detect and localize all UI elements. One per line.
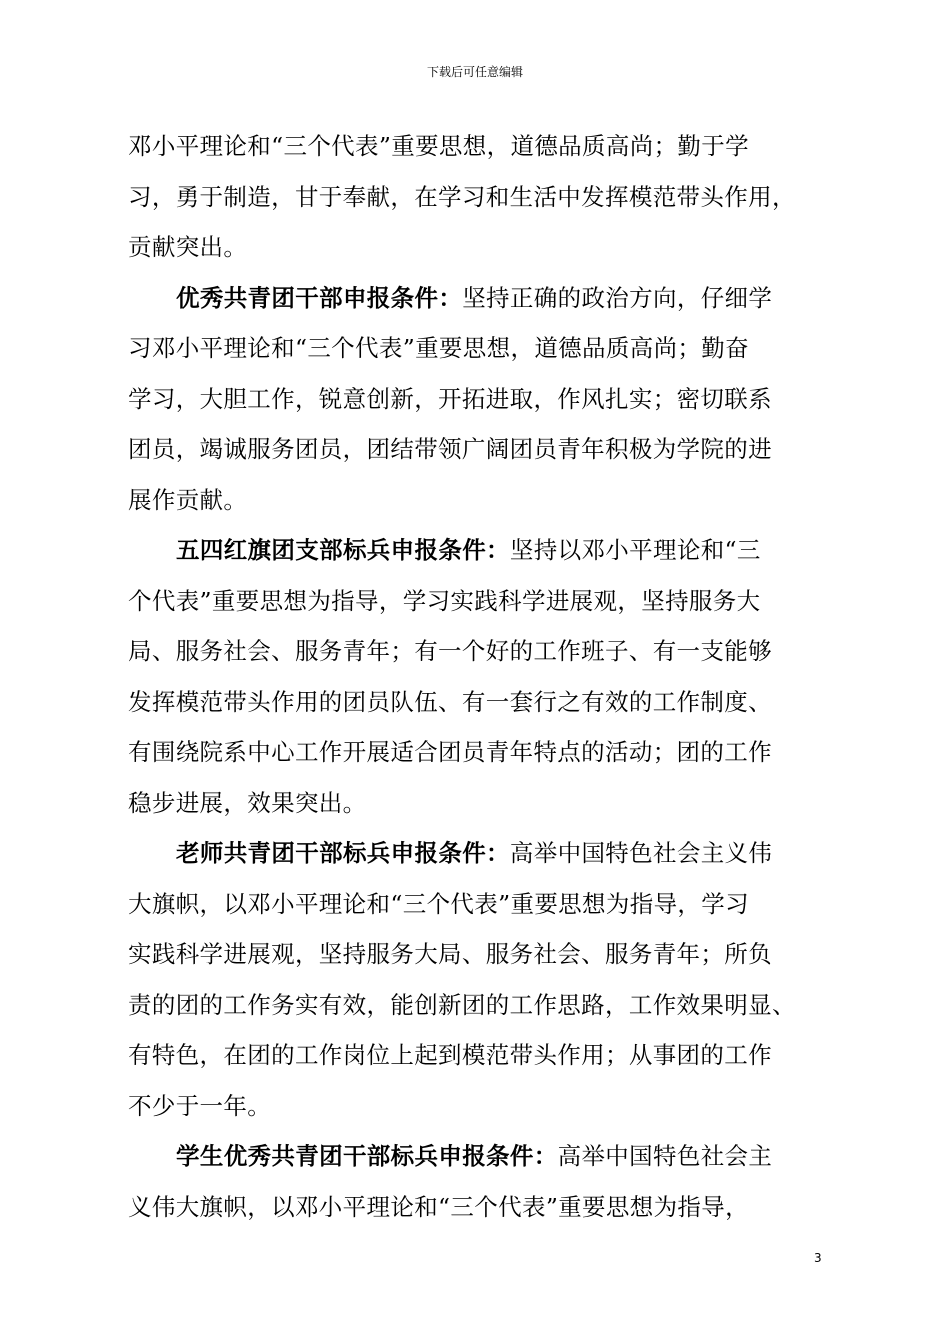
text-line: 习邓小平理论和“三个代表”重要思想，道德品质高尚；勤奋 [128, 334, 749, 362]
paragraph-red-flag-branch [128, 525, 828, 828]
text-line: 稳步进展，效果突出。 [128, 788, 367, 817]
text-line [128, 525, 828, 576]
text-line: 习，勇于制造，甘于奉献，在学习和生活中发挥模范带头作用， [128, 182, 796, 211]
paragraph-teacher-cadre [128, 828, 828, 1131]
paragraph-lead: 老师共青团干部标兵申报条件： [176, 839, 510, 867]
text-line [128, 1131, 828, 1182]
text-line: 责的团的工作务实有效，能创新团的工作思路，工作效果明显、 [128, 990, 796, 1019]
text-line: 有特色，在团的工作岗位上起到模范带头作用；从事团的工作 [128, 1041, 772, 1069]
paragraph-lead: 五四红旗团支部标兵申报条件： [176, 536, 510, 564]
text-line: 局、服务社会、服务青年；有一个好的工作班子、有一支能够 [128, 637, 772, 665]
text-line: 学习，大胆工作，锐意创新，开拓进取，作风扎实；密切联系 [128, 384, 772, 413]
text-line: 实践科学进展观，坚持服务大局、服务社会、服务青年；所负 [128, 940, 772, 968]
page-header: 下载后可任意编辑 [426, 65, 523, 79]
document-body [128, 121, 828, 1232]
text-line: 有围绕院系中心工作开展适合团员青年特点的活动；团的工作 [128, 738, 772, 766]
text-line: 贡献突出。 [128, 233, 248, 261]
text-line [128, 828, 828, 879]
text-line: 义伟大旗帜，以邓小平理论和“三个代表”重要思想为指导， [128, 1192, 749, 1221]
text-line: 团员，竭诚服务团员，团结带领广阔团员青年积极为学院的进 [128, 435, 772, 463]
paragraph-lead: 学生优秀共青团干部标兵申报条件： [176, 1142, 558, 1170]
text-line [128, 273, 828, 324]
page-number: 3 [814, 1251, 822, 1265]
text-segment: 高举中国特色社会主 [557, 1142, 773, 1170]
text-line: 个代表”重要思想为指导，学习实践科学进展观，坚持服务大 [128, 586, 761, 615]
text-line: 大旗帜，以邓小平理论和“三个代表”重要思想为指导，学习 [128, 889, 749, 918]
text-line: 发挥模范带头作用的团员队伍、有一套行之有效的工作制度、 [128, 687, 772, 716]
text-line: 邓小平理论和“三个代表”重要思想，道德品质高尚；勤于学 [128, 132, 749, 160]
paragraph-continuation [128, 121, 828, 273]
text-line: 展作贡献。 [128, 485, 248, 514]
text-segment: 坚持正确的政治方向，仔细学 [462, 283, 773, 312]
paragraph-student-cadre [128, 1131, 828, 1232]
paragraph-excellent-cadre [128, 273, 828, 526]
text-segment: 高举中国特色社会主义伟 [509, 839, 773, 867]
text-segment: 坚持以邓小平理论和“三 [509, 536, 761, 564]
text-line: 不少于一年。 [128, 1091, 272, 1120]
paragraph-lead: 优秀共青团干部申报条件： [176, 283, 463, 312]
